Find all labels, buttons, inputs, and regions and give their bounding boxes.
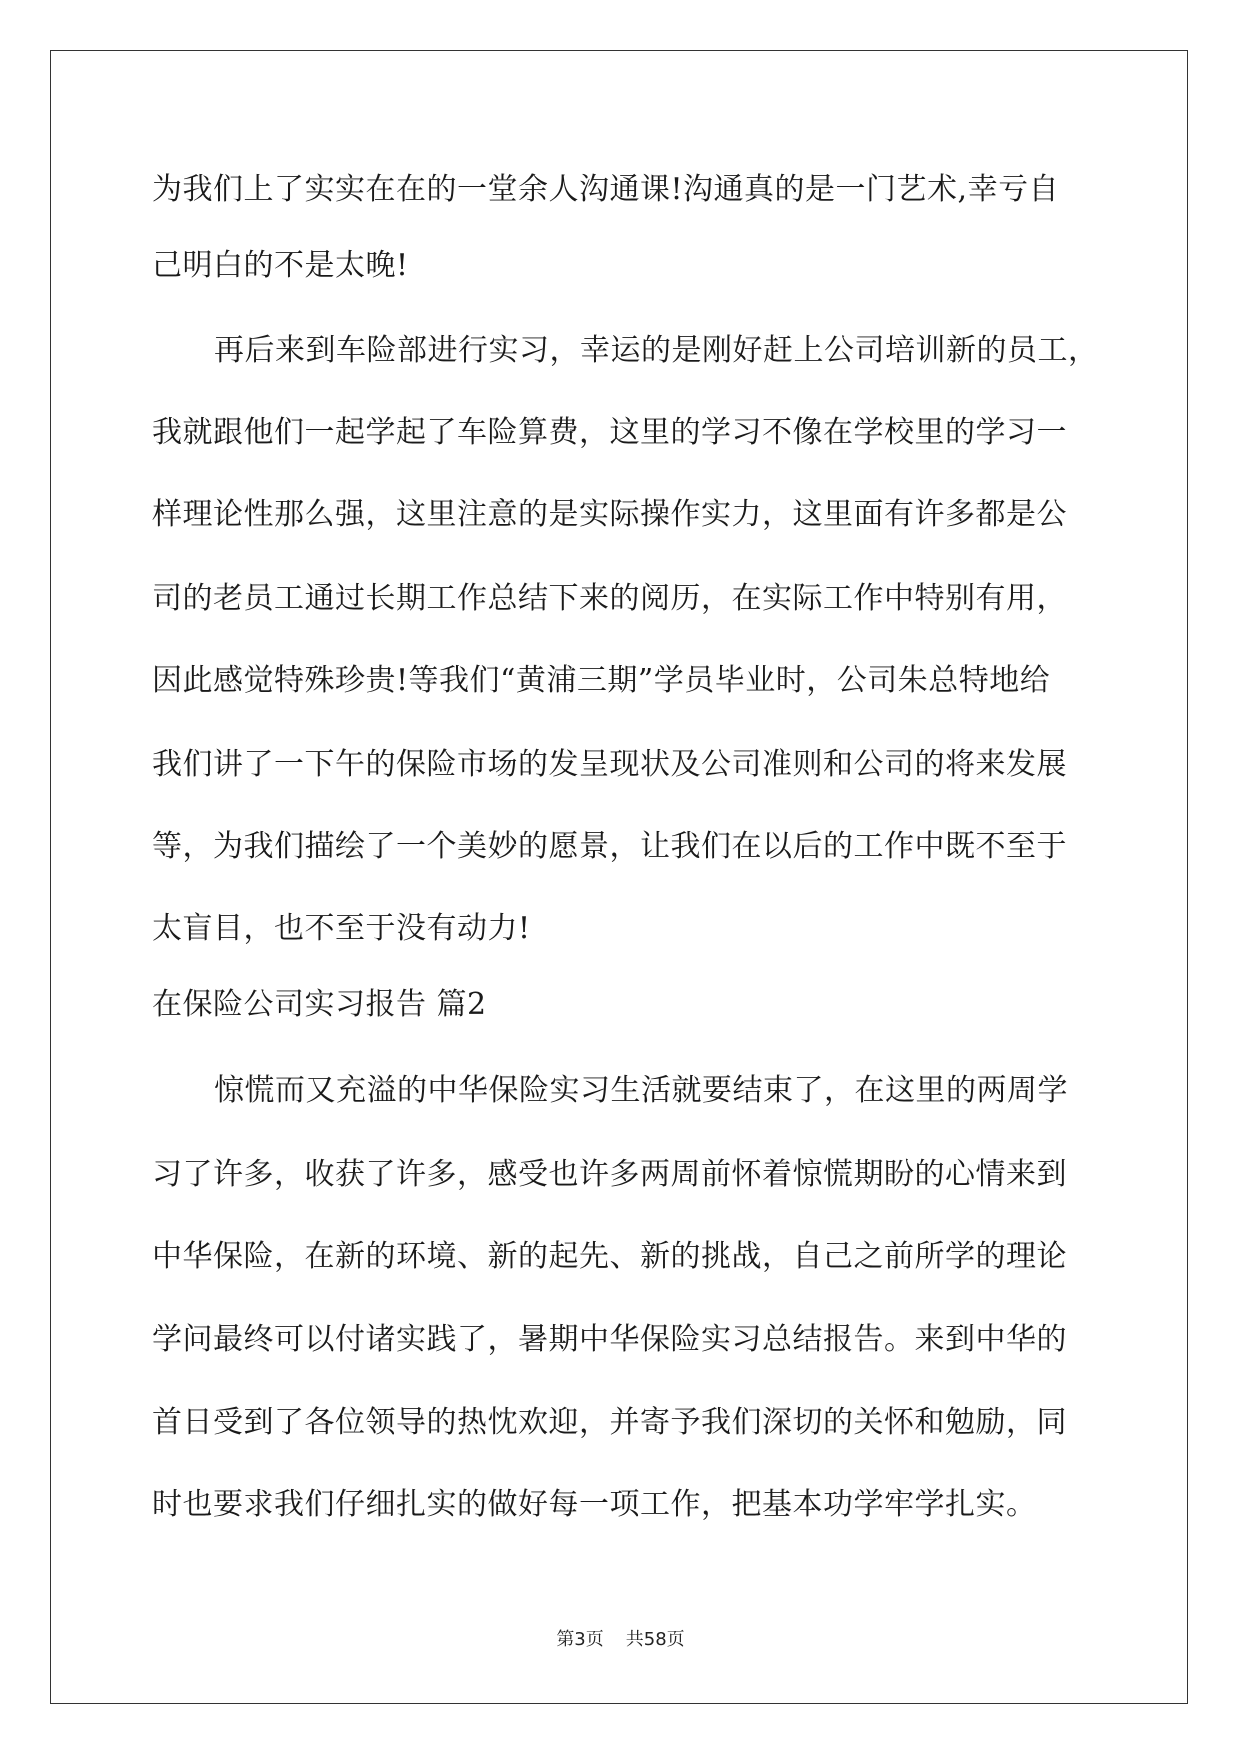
- text-line: 中华保险，在新的环境、新的起先、新的挑战，自己之前所学的理论: [152, 1239, 1067, 1274]
- text-line: 我就跟他们一起学起了车险算费，这里的学习不像在学校里的学习一: [152, 415, 1067, 450]
- text-line: 因此感觉特殊珍贵!等我们“黄浦三期”学员毕业时，公司朱总特地给: [152, 663, 1051, 698]
- text-line: 等，为我们描绘了一个美妙的愿景，让我们在以后的工作中既不至于: [152, 829, 1067, 864]
- text-line: 太盲目，也不至于没有动力!: [152, 911, 531, 946]
- paragraph-first-line: 惊慌而又充溢的中华保险实习生活就要结束了，在这里的两周学: [214, 1073, 1068, 1108]
- page-number: 第3页: [556, 1629, 604, 1650]
- text-line: 习了许多，收获了许多，感受也许多两周前怀着惊慌期盼的心情来到: [152, 1157, 1067, 1192]
- page-total: 共58页: [625, 1629, 685, 1650]
- page-footer: [0, 1628, 1241, 1652]
- text-line: 时也要求我们仔细扎实的做好每一项工作，把基本功学牢学扎实。: [152, 1487, 1037, 1522]
- text-line: 样理论性那么强，这里注意的是实际操作实力，这里面有许多都是公: [152, 497, 1067, 532]
- text-line: 学问最终可以付诸实践了，暑期中华保险实习总结报告。来到中华的: [152, 1322, 1067, 1357]
- text-line: 我们讲了一下午的保险市场的发呈现状及公司准则和公司的将来发展: [152, 747, 1067, 782]
- text-line: 首日受到了各位领导的热忱欢迎，并寄予我们深切的关怀和勉励，同: [152, 1405, 1067, 1440]
- text-line: 司的老员工通过长期工作总结下来的阅历，在实际工作中特别有用，: [152, 581, 1067, 616]
- section-heading: 在保险公司实习报告 篇2: [152, 987, 487, 1022]
- text-line: 己明白的不是太晚!: [152, 248, 409, 283]
- page-border: [50, 50, 1188, 1704]
- paragraph-first-line: 再后来到车险部进行实习，幸运的是刚好赶上公司培训新的员工，: [214, 333, 1099, 368]
- text-line: 为我们上了实实在在的一堂余人沟通课!沟通真的是一门艺术,幸亏自: [152, 172, 1060, 207]
